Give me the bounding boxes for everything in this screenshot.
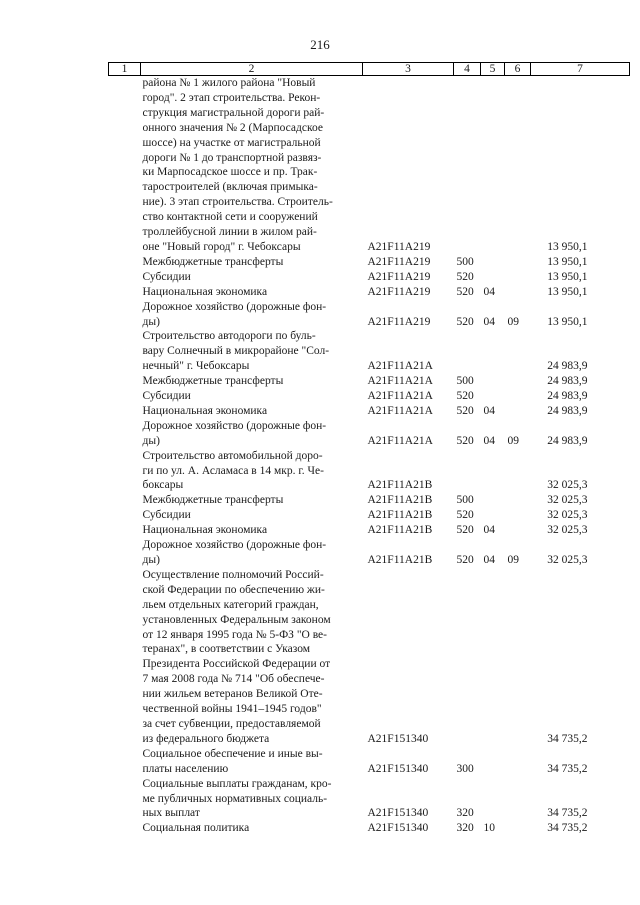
amount-value: 34 735,2 <box>547 822 588 835</box>
subsection-code <box>505 374 531 389</box>
target-article-code: A21F11A21A <box>367 390 433 403</box>
column-number-2: 2 <box>141 63 363 76</box>
item-name: Дорожное хозяйство (дорожные фон- ды) <box>142 300 327 328</box>
item-name: Субсидии <box>142 270 191 283</box>
column-number-4: 4 <box>454 63 481 76</box>
expense-type-code: 520 <box>456 270 474 283</box>
target-article-code: A21F11A219 <box>367 255 431 268</box>
subsection-code <box>505 285 531 300</box>
table-row <box>109 568 630 747</box>
amount-value: 34 735,2 <box>547 762 588 775</box>
amount-value: 24 983,9 <box>547 360 588 373</box>
amount-value: 32 025,3 <box>547 479 588 492</box>
section-code <box>481 389 505 404</box>
row-number-cell <box>109 523 141 538</box>
column-number-3: 3 <box>363 63 454 76</box>
row-number-cell <box>109 508 141 523</box>
table-row <box>109 329 630 374</box>
item-name: Межбюджетные трансферты <box>142 255 284 268</box>
section-code <box>481 508 505 523</box>
expense-type-code: 520 <box>456 524 474 537</box>
subsection-code <box>505 449 531 494</box>
item-name: Дорожное хозяйство (дорожные фон- ды) <box>142 419 327 447</box>
row-number-cell <box>109 389 141 404</box>
subsection-code <box>505 821 531 836</box>
table-row <box>109 285 630 300</box>
table-row <box>109 255 630 270</box>
amount-value: 24 983,9 <box>547 375 588 388</box>
row-number-cell <box>109 538 141 568</box>
amount-value: 32 025,3 <box>547 554 588 566</box>
item-name: Строительство автомобильной доро- ги по ул. А. Асламаса в 14 мкр. г. Че- боксары <box>142 449 324 492</box>
table-row <box>109 493 630 508</box>
amount-value: 13 950,1 <box>547 270 588 283</box>
item-name: Дорожное хозяйство (дорожные фон- ды) <box>142 539 327 566</box>
amount-value: 32 025,3 <box>547 524 588 537</box>
item-name: района № 1 жилого района "Новый город". 2 этап строительства. Рекон- струкция магистральной дороги рай- онного значения № 2 (Марпосадское шоссе) на участке от магистральной дороги № 1 до транспортной развяз- ки Марпосадское шоссе и пр. Трак- таростроителей (включая примыка- ние). 3 этап строительства. Строитель- ство контактной сети и сооружений троллейбусной линии в жилом рай- оне "Новый город" г. Чебоксары <box>142 77 333 253</box>
section-code <box>481 255 505 270</box>
subsection-code <box>505 508 531 523</box>
target-article-code: A21F11A21B <box>367 509 433 522</box>
column-number-1: 1 <box>109 63 141 76</box>
column-number-7: 7 <box>531 63 630 76</box>
subsection-code: 09 <box>507 434 519 447</box>
subsection-code <box>505 747 531 777</box>
amount-value: 24 983,9 <box>547 434 588 447</box>
item-name: Межбюджетные трансферты <box>142 494 284 507</box>
section-code: 04 <box>483 315 495 328</box>
amount-value: 32 025,3 <box>547 509 588 522</box>
target-article-code: A21F11A219 <box>367 285 431 298</box>
target-article-code: A21F11A21B <box>367 554 433 566</box>
target-article-code: A21F11A21A <box>367 360 433 373</box>
table-row <box>109 270 630 285</box>
expense-type-code: 520 <box>456 285 474 298</box>
row-number-cell <box>109 493 141 508</box>
table-row <box>109 419 630 449</box>
row-number-cell <box>109 747 141 777</box>
expense-type-code: 320 <box>456 807 474 820</box>
section-code: 04 <box>483 404 495 417</box>
table-row <box>109 523 630 538</box>
target-article-code: A21F11A21B <box>367 494 433 507</box>
section-code <box>481 270 505 285</box>
target-article-code: A21F11A219 <box>367 270 431 283</box>
table-row <box>109 389 630 404</box>
subsection-code <box>505 493 531 508</box>
expense-type-code: 320 <box>456 822 474 835</box>
target-article-code: A21F11A219 <box>367 240 431 253</box>
target-article-code: A21F11A21A <box>367 404 433 417</box>
expense-type-code <box>454 329 481 374</box>
subsection-code <box>505 404 531 419</box>
amount-value: 13 950,1 <box>547 255 588 268</box>
target-article-code: A21F11A219 <box>367 315 431 328</box>
section-code <box>481 777 505 822</box>
amount-value: 34 735,2 <box>547 732 588 745</box>
target-article-code: A21F151340 <box>367 807 429 820</box>
expense-type-code: 520 <box>456 554 474 566</box>
expense-type-code: 520 <box>456 509 474 522</box>
subsection-code <box>505 255 531 270</box>
row-number-cell <box>109 285 141 300</box>
amount-value: 24 983,9 <box>547 390 588 403</box>
row-number-cell <box>109 300 141 330</box>
expense-type-code: 300 <box>456 762 474 775</box>
row-number-cell <box>109 777 141 822</box>
amount-value: 13 950,1 <box>547 285 588 298</box>
item-name: Социальные выплаты гражданам, кро- ме публичных нормативных социаль- ных выплат <box>142 777 332 820</box>
row-number-cell <box>109 255 141 270</box>
table-row <box>109 449 630 494</box>
subsection-code: 09 <box>507 315 519 328</box>
item-name: Социальная политика <box>142 822 250 835</box>
subsection-code <box>505 523 531 538</box>
item-name: Субсидии <box>142 509 191 522</box>
section-code: 04 <box>483 285 495 298</box>
amount-value: 13 950,1 <box>547 240 588 253</box>
budget-table <box>108 62 630 836</box>
amount-value: 32 025,3 <box>547 494 588 507</box>
target-article-code: A21F11A21B <box>367 524 433 537</box>
row-number-cell <box>109 270 141 285</box>
subsection-code <box>505 270 531 285</box>
item-name: Национальная экономика <box>142 404 268 417</box>
amount-value: 34 735,2 <box>547 807 588 820</box>
target-article-code: A21F11A21A <box>367 434 433 447</box>
subsection-code <box>505 777 531 822</box>
item-name: Строительство автодороги по буль- вару Солнечный в микрорайоне "Сол- нечный" г. Чебоксары <box>142 330 330 373</box>
expense-type-code: 520 <box>456 404 474 417</box>
subsection-code <box>505 329 531 374</box>
target-article-code: A21F11A21A <box>367 375 433 388</box>
section-code <box>481 747 505 777</box>
row-number-cell <box>109 449 141 494</box>
expense-type-code <box>454 76 481 255</box>
target-article-code: A21F11A21B <box>367 479 433 492</box>
table-row <box>109 508 630 523</box>
expense-type-code: 500 <box>456 375 474 388</box>
item-name: Осуществление полномочий Россий- ской Федерации по обеспечению жи- льем отдельных категорий граждан, установленных Федеральным законом от 12 января 1995 года № 5-ФЗ "О ве- теранах", в соответствии с Указом Президента Российской Федерации от 7 мая 2008 года № 714 "Об обеспече- нии жильем ветеранов Великой Оте- чественной войны 1941–1945 годов" за счет субвенции, предоставляемой из федерального бюджета <box>142 568 331 745</box>
expense-type-code: 520 <box>456 390 474 403</box>
target-article-code: A21F151340 <box>367 822 429 835</box>
expense-type-code <box>454 568 481 747</box>
table-row <box>109 76 630 255</box>
item-name: Национальная экономика <box>142 524 268 537</box>
table-row <box>109 777 630 822</box>
table-row <box>109 374 630 389</box>
table-row <box>109 404 630 419</box>
row-number-cell <box>109 404 141 419</box>
table-row <box>109 300 630 330</box>
section-code: 10 <box>483 822 495 835</box>
item-name: Социальное обеспечение и иные вы- платы населению <box>142 747 323 775</box>
section-code <box>481 449 505 494</box>
page-number: 216 <box>310 37 330 52</box>
table-row <box>109 821 630 836</box>
column-number-5: 5 <box>481 63 505 76</box>
expense-type-code <box>454 449 481 494</box>
amount-value: 13 950,1 <box>547 315 588 328</box>
row-number-cell <box>109 374 141 389</box>
expense-type-code: 520 <box>456 315 474 328</box>
subsection-code <box>505 389 531 404</box>
target-article-code: A21F151340 <box>367 762 429 775</box>
column-number-6: 6 <box>505 63 531 76</box>
section-code: 04 <box>483 434 495 447</box>
subsection-code <box>505 568 531 747</box>
section-code <box>481 329 505 374</box>
column-number-row <box>109 63 630 76</box>
section-code <box>481 76 505 255</box>
row-number-cell <box>109 821 141 836</box>
row-number-cell <box>109 76 141 255</box>
table-body <box>109 76 630 837</box>
item-name: Межбюджетные трансферты <box>142 375 284 388</box>
subsection-code <box>505 76 531 255</box>
amount-value: 24 983,9 <box>547 404 588 417</box>
section-code: 04 <box>483 554 495 566</box>
expense-type-code: 500 <box>456 255 474 268</box>
expense-type-code: 520 <box>456 434 474 447</box>
table-row <box>109 747 630 777</box>
row-number-cell <box>109 419 141 449</box>
section-code <box>481 374 505 389</box>
row-number-cell <box>109 568 141 747</box>
expense-type-code: 500 <box>456 494 474 507</box>
target-article-code: A21F151340 <box>367 732 429 745</box>
item-name: Субсидии <box>142 390 191 403</box>
section-code <box>481 493 505 508</box>
item-name: Национальная экономика <box>142 285 268 298</box>
subsection-code: 09 <box>507 554 519 566</box>
table-row <box>109 538 630 568</box>
section-code: 04 <box>483 524 495 537</box>
section-code <box>481 568 505 747</box>
row-number-cell <box>109 329 141 374</box>
